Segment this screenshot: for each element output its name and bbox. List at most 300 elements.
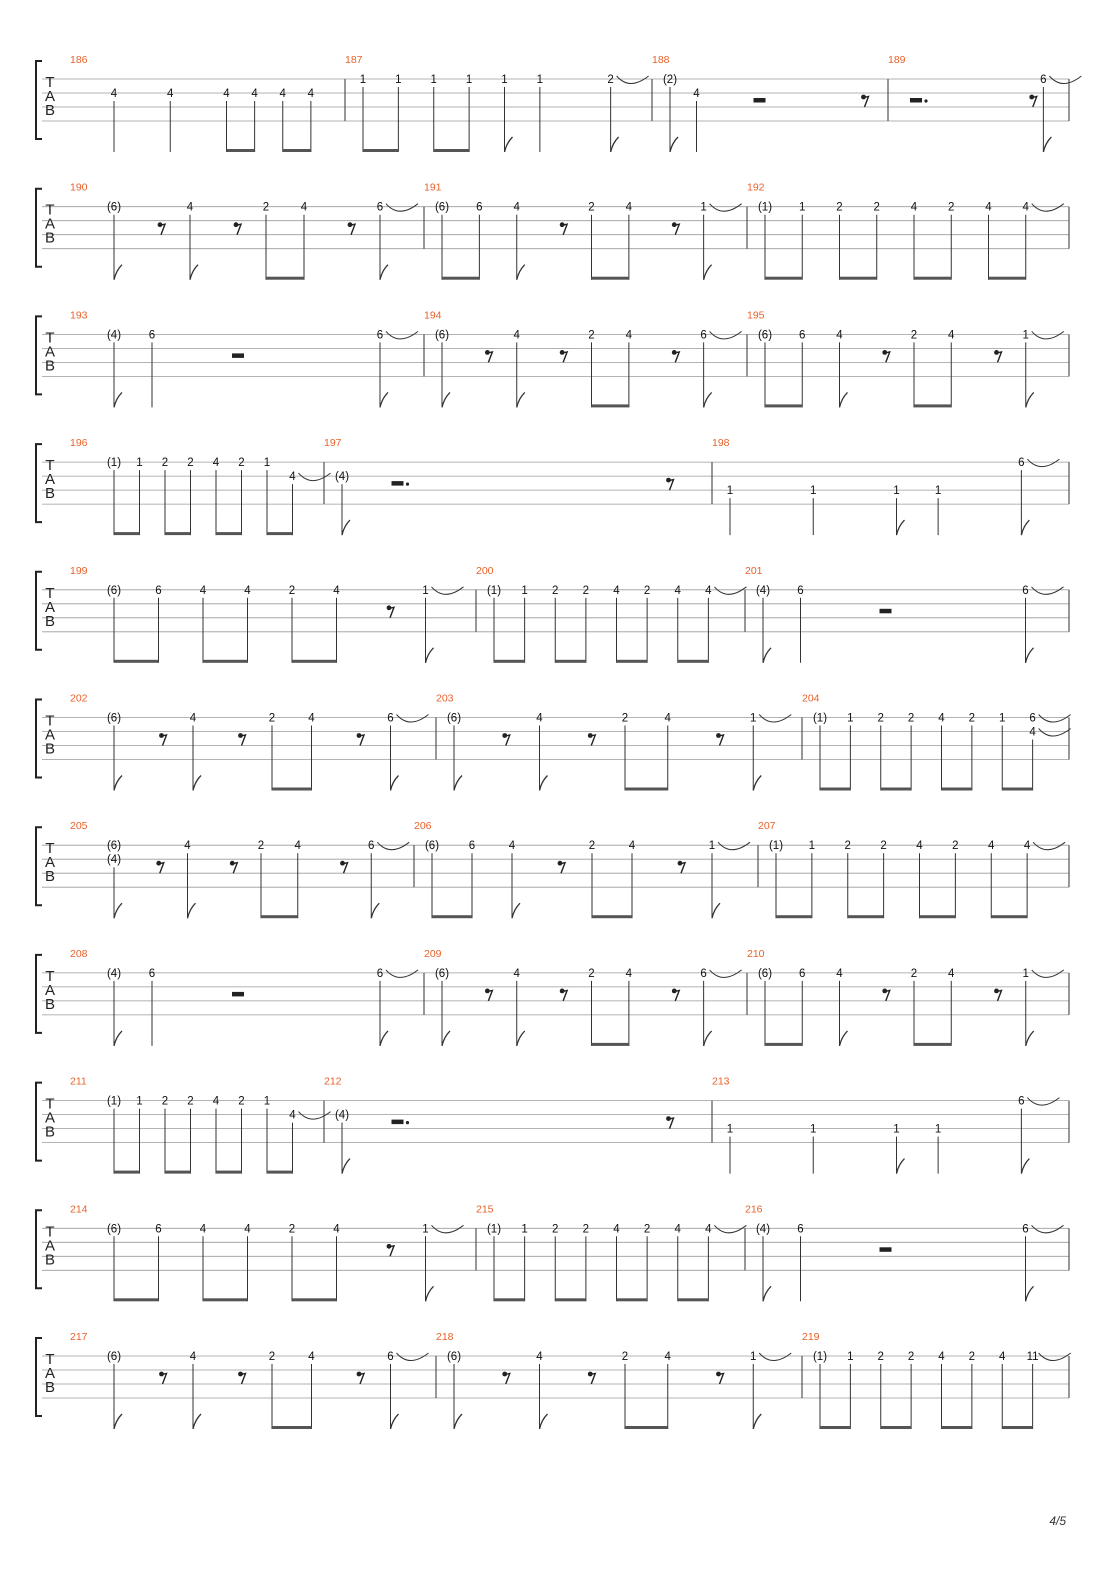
beam bbox=[776, 915, 812, 918]
fret-number: 2 bbox=[873, 201, 880, 214]
fret-number: 4 bbox=[705, 1223, 712, 1236]
tie-arc bbox=[1032, 587, 1064, 595]
system-bracket bbox=[36, 189, 42, 267]
eighth-flag bbox=[380, 392, 388, 407]
eighth-flag bbox=[704, 392, 712, 407]
tie-arc bbox=[1039, 1353, 1071, 1361]
fret-number: 2 bbox=[968, 712, 976, 725]
fret-number: 4 bbox=[223, 88, 230, 100]
staff-system-8 bbox=[36, 948, 1069, 1046]
measure-202 bbox=[70, 693, 436, 791]
fret-number: (1) bbox=[768, 840, 784, 853]
eighth-flag bbox=[1021, 1159, 1029, 1174]
fret-number: 2 bbox=[257, 840, 265, 853]
system-bracket bbox=[36, 827, 42, 905]
tie-arc bbox=[1032, 331, 1064, 339]
fret-number: 1 bbox=[708, 840, 716, 853]
tie-arc bbox=[714, 587, 746, 595]
fret-number: 4 bbox=[628, 840, 636, 853]
tab-clef-letter: T bbox=[45, 201, 55, 219]
measure-218 bbox=[436, 1331, 802, 1429]
eighth-flag bbox=[114, 265, 122, 280]
eighth-flag bbox=[442, 392, 450, 407]
fret-number: 6 bbox=[1018, 1095, 1025, 1108]
tie-arc bbox=[1032, 970, 1064, 978]
rest-half-bar bbox=[232, 992, 244, 997]
measure-204 bbox=[802, 693, 1071, 791]
measure-208 bbox=[70, 948, 424, 1046]
fret-number: 1 bbox=[465, 74, 473, 86]
system-bracket bbox=[36, 572, 42, 650]
rest-half-bar bbox=[880, 609, 892, 614]
fret-number: 4 bbox=[110, 88, 118, 100]
eighth-flag bbox=[391, 776, 399, 791]
rest-dotted-half-bar bbox=[392, 1120, 404, 1125]
rest-dotted-half-bar bbox=[392, 481, 404, 486]
staff-system-6 bbox=[36, 693, 1071, 791]
fret-number: 4 bbox=[279, 88, 286, 100]
fret-number: 6 bbox=[799, 329, 806, 342]
measure-217 bbox=[70, 1331, 436, 1429]
fret-number: 4 bbox=[625, 201, 633, 214]
fret-number: 6 bbox=[700, 967, 707, 980]
fret-number: 11 bbox=[1026, 1351, 1039, 1363]
tie-arc bbox=[432, 1225, 464, 1233]
measure-number: 195 bbox=[747, 309, 765, 322]
measure-203 bbox=[436, 693, 802, 791]
tie-arc bbox=[759, 715, 791, 723]
measure-number: 203 bbox=[436, 692, 454, 705]
measure-number: 218 bbox=[436, 1331, 454, 1343]
beam bbox=[840, 277, 877, 280]
system-bracket bbox=[36, 316, 42, 394]
beam bbox=[203, 1298, 248, 1301]
measure-213 bbox=[712, 1076, 1069, 1174]
beam bbox=[942, 788, 972, 791]
system-bracket bbox=[36, 444, 42, 522]
fret-number: (6) bbox=[757, 329, 773, 342]
rest-dotted-half-dot bbox=[406, 1121, 409, 1124]
page-number: 4/5 bbox=[1049, 1514, 1066, 1528]
fret-number: 6 bbox=[368, 840, 375, 853]
fret-number: 1 bbox=[810, 485, 817, 498]
tie-arc bbox=[377, 842, 409, 850]
beam bbox=[216, 1171, 242, 1174]
fret-number: 4 bbox=[536, 712, 543, 725]
beam bbox=[765, 277, 802, 280]
measure-205 bbox=[70, 820, 414, 918]
eighth-flag bbox=[114, 392, 122, 407]
beam bbox=[165, 1171, 191, 1174]
measure-number: 210 bbox=[747, 947, 765, 960]
tab-clef-letter: A bbox=[44, 343, 56, 361]
beam bbox=[592, 915, 632, 918]
eighth-flag bbox=[1026, 1031, 1034, 1046]
fret-number: 4 bbox=[910, 201, 918, 214]
beam bbox=[203, 660, 248, 663]
fret-number: (4) bbox=[755, 584, 771, 597]
eighth-flag bbox=[380, 1031, 388, 1046]
fret-number: 6 bbox=[376, 201, 384, 214]
eighth-flag bbox=[753, 776, 761, 791]
fret-number: 2 bbox=[187, 457, 194, 470]
measure-number: 214 bbox=[70, 1203, 88, 1216]
eighth-flag bbox=[897, 520, 905, 535]
beam bbox=[820, 1426, 850, 1429]
fret-number: 1 bbox=[934, 1123, 942, 1136]
fret-number: 4 bbox=[244, 1223, 251, 1236]
measure-number: 212 bbox=[324, 1075, 342, 1088]
fret-number: 1 bbox=[847, 712, 854, 725]
fret-number: 4 bbox=[199, 1223, 207, 1236]
eighth-flag bbox=[426, 648, 434, 663]
fret-number: 4 bbox=[938, 712, 945, 725]
beam bbox=[989, 277, 1026, 280]
fret-number: (1) bbox=[486, 1223, 502, 1236]
fret-number: 2 bbox=[907, 1351, 915, 1363]
measure-197 bbox=[324, 437, 712, 535]
fret-number: 4 bbox=[613, 1223, 620, 1236]
tie-arc bbox=[714, 1225, 746, 1233]
eighth-flag bbox=[1026, 1286, 1034, 1301]
tab-clef-letter: B bbox=[44, 740, 56, 758]
system-bracket bbox=[36, 1210, 42, 1288]
fret-number: 6 bbox=[1029, 712, 1036, 725]
measure-number: 202 bbox=[70, 692, 88, 705]
measure-number: 194 bbox=[424, 309, 442, 322]
measure-193 bbox=[70, 309, 424, 407]
beam bbox=[165, 532, 191, 535]
fret-number: 1 bbox=[799, 201, 806, 214]
eighth-flag bbox=[442, 1031, 450, 1046]
tie-arc bbox=[1039, 715, 1071, 723]
eighth-flag bbox=[114, 1031, 122, 1046]
eighth-flag bbox=[517, 1031, 525, 1046]
measure-207 bbox=[758, 820, 1069, 918]
fret-number: 4 bbox=[705, 584, 712, 597]
fret-number: (6) bbox=[434, 329, 450, 342]
measure-number: 193 bbox=[70, 309, 88, 322]
beam bbox=[114, 660, 159, 663]
eighth-flag bbox=[712, 903, 720, 918]
fret-number: 4 bbox=[985, 201, 992, 214]
tab-clef-letter: B bbox=[44, 485, 56, 503]
fret-number: 2 bbox=[268, 1351, 276, 1363]
fret-number: 4 bbox=[948, 329, 955, 342]
fret-number: 1 bbox=[810, 1123, 817, 1136]
fret-number: (6) bbox=[106, 201, 122, 214]
fret-number: 2 bbox=[161, 1095, 169, 1108]
measure-214 bbox=[70, 1203, 476, 1301]
measure-186 bbox=[70, 54, 345, 152]
fret-number: 2 bbox=[621, 1351, 629, 1363]
measure-190 bbox=[70, 182, 424, 280]
fret-number: 4 bbox=[948, 967, 955, 980]
fret-number: 2 bbox=[552, 584, 559, 597]
fret-number: 1 bbox=[1022, 967, 1029, 980]
beam bbox=[678, 1298, 709, 1301]
eighth-flag bbox=[1026, 648, 1034, 663]
tab-clef-letter: A bbox=[44, 854, 56, 872]
fret-number: 4 bbox=[938, 1351, 945, 1363]
fret-number: (1) bbox=[106, 457, 122, 470]
tab-clef-letter: T bbox=[45, 1095, 55, 1113]
measure-189 bbox=[888, 54, 1081, 152]
beam bbox=[283, 149, 311, 152]
measure-number: 191 bbox=[424, 181, 442, 194]
measure-199 bbox=[70, 565, 476, 663]
measure-212 bbox=[324, 1076, 712, 1174]
measure-number: 199 bbox=[70, 564, 88, 577]
tie-arc bbox=[710, 204, 742, 212]
staff-system-5 bbox=[36, 565, 1069, 663]
fret-number: 4 bbox=[988, 840, 995, 853]
eighth-flag bbox=[190, 265, 198, 280]
tab-clef-letter: B bbox=[44, 102, 56, 119]
beam bbox=[555, 660, 586, 663]
tab-clef-letter: B bbox=[44, 995, 56, 1013]
measure-200 bbox=[476, 565, 746, 663]
eighth-flag bbox=[342, 1159, 350, 1174]
fret-number: 4 bbox=[300, 201, 308, 214]
fret-number: (1) bbox=[812, 1351, 828, 1363]
beam bbox=[914, 277, 951, 280]
fret-number: 6 bbox=[1022, 584, 1029, 597]
fret-number: (6) bbox=[106, 712, 122, 725]
beam bbox=[617, 660, 648, 663]
eighth-flag bbox=[380, 265, 388, 280]
tie-arc bbox=[1039, 729, 1071, 737]
eighth-flag bbox=[670, 137, 678, 152]
beam bbox=[272, 788, 312, 791]
fret-number: 1 bbox=[395, 74, 402, 86]
beam bbox=[914, 404, 951, 407]
beam bbox=[432, 915, 472, 918]
beam bbox=[920, 915, 956, 918]
fret-number: 4 bbox=[289, 1109, 296, 1122]
beam bbox=[625, 1426, 668, 1429]
tab-clef-letter: B bbox=[44, 1379, 56, 1396]
system-bracket bbox=[36, 955, 42, 1033]
tie-arc bbox=[386, 204, 418, 212]
fret-number: 1 bbox=[263, 457, 271, 470]
rest-dotted-half-dot bbox=[406, 483, 409, 486]
measure-216 bbox=[745, 1203, 1069, 1301]
eighth-flag bbox=[540, 1414, 548, 1429]
tab-clef-letter: T bbox=[45, 712, 55, 730]
fret-number: 4 bbox=[693, 88, 700, 100]
fret-number: 6 bbox=[797, 1223, 804, 1236]
beam bbox=[114, 1171, 140, 1174]
fret-number: 1 bbox=[521, 1223, 528, 1236]
tab-clef-letter: T bbox=[45, 967, 55, 985]
measure-number: 198 bbox=[712, 437, 730, 450]
fret-number: 4 bbox=[167, 88, 174, 100]
tie-arc bbox=[1027, 1098, 1059, 1106]
fret-number: 1 bbox=[430, 74, 437, 86]
eighth-flag bbox=[517, 265, 525, 280]
fret-number: (4) bbox=[755, 1223, 771, 1236]
fret-number: 2 bbox=[262, 201, 270, 214]
fret-number: 2 bbox=[910, 329, 918, 342]
measure-210 bbox=[747, 948, 1069, 1046]
tab-clef-letter: A bbox=[44, 726, 56, 744]
fret-number: 4 bbox=[184, 840, 191, 853]
fret-number: 4 bbox=[189, 1351, 197, 1363]
fret-number: 1 bbox=[501, 74, 508, 86]
fret-number: 4 bbox=[613, 584, 620, 597]
measure-number: 196 bbox=[70, 437, 88, 450]
beam bbox=[1002, 788, 1032, 791]
fret-number: 4 bbox=[674, 1223, 681, 1236]
beam bbox=[1002, 1426, 1032, 1429]
beam bbox=[442, 277, 479, 280]
beam bbox=[592, 277, 629, 280]
measure-187 bbox=[345, 54, 652, 152]
beam bbox=[914, 1043, 951, 1046]
eighth-flag bbox=[114, 903, 122, 918]
fret-number: 1 bbox=[422, 584, 429, 597]
measure-201 bbox=[745, 565, 1069, 663]
eighth-flag bbox=[704, 1031, 712, 1046]
tab-clef-letter: T bbox=[45, 74, 55, 91]
system-bracket bbox=[36, 61, 42, 139]
measure-number: 205 bbox=[70, 820, 88, 833]
beam bbox=[765, 1043, 802, 1046]
fret-number: 4 bbox=[508, 840, 516, 853]
fret-number: 2 bbox=[288, 1223, 296, 1236]
fret-number: 2 bbox=[907, 712, 915, 725]
eighth-flag bbox=[454, 776, 462, 791]
fret-number: 2 bbox=[643, 584, 651, 597]
fret-number: 1 bbox=[999, 712, 1006, 725]
staff-system-4 bbox=[36, 437, 1069, 535]
tie-arc bbox=[710, 331, 742, 339]
fret-number: 6 bbox=[468, 840, 476, 853]
fret-number: 6 bbox=[155, 584, 162, 597]
rest-half-bar bbox=[754, 98, 766, 103]
fret-number: 4 bbox=[189, 712, 197, 725]
fret-number: 2 bbox=[161, 457, 169, 470]
fret-number: 1 bbox=[422, 1223, 429, 1236]
fret-number: 4 bbox=[836, 967, 843, 980]
fret-number: 4 bbox=[244, 584, 251, 597]
tab-clef-letter: A bbox=[44, 88, 56, 105]
beam bbox=[848, 915, 884, 918]
fret-number: (2) bbox=[662, 74, 678, 86]
fret-number: 2 bbox=[948, 201, 955, 214]
eighth-flag bbox=[1021, 520, 1029, 535]
tab-clef-letter: T bbox=[45, 1223, 55, 1241]
fret-number: 6 bbox=[155, 1223, 162, 1236]
tab-clef-letter: T bbox=[45, 329, 55, 347]
fret-number: 1 bbox=[893, 485, 900, 498]
staff-system-11 bbox=[36, 1331, 1071, 1429]
beam bbox=[555, 1298, 586, 1301]
tab-clef-letter: B bbox=[44, 1251, 56, 1269]
fret-number: 2 bbox=[621, 712, 629, 725]
beam bbox=[292, 660, 337, 663]
tab-clef-letter: T bbox=[45, 457, 55, 475]
beam bbox=[881, 788, 911, 791]
fret-number: 1 bbox=[136, 457, 143, 470]
tie-arc bbox=[710, 970, 742, 978]
fret-number: 1 bbox=[536, 74, 544, 86]
fret-number: 4 bbox=[333, 1223, 340, 1236]
eighth-flag bbox=[840, 1031, 848, 1046]
beam bbox=[272, 1426, 312, 1429]
tie-arc bbox=[759, 1353, 791, 1361]
tie-arc bbox=[432, 587, 464, 595]
fret-number: 6 bbox=[387, 1351, 394, 1363]
fret-number: (6) bbox=[106, 1351, 122, 1363]
measure-192 bbox=[747, 182, 1069, 280]
beam bbox=[216, 532, 242, 535]
fret-number: (6) bbox=[106, 840, 122, 853]
measure-number: 213 bbox=[712, 1075, 730, 1088]
beam bbox=[292, 1298, 337, 1301]
measure-number: 197 bbox=[324, 437, 342, 450]
tab-clef-letter: T bbox=[45, 840, 55, 858]
fret-number: 6 bbox=[1018, 457, 1025, 470]
fret-number: 2 bbox=[588, 840, 596, 853]
beam bbox=[267, 1171, 293, 1174]
fret-number: 2 bbox=[552, 1223, 559, 1236]
tab-clef-letter: A bbox=[44, 981, 56, 999]
fret-number: 4 bbox=[513, 967, 520, 980]
fret-number: 2 bbox=[877, 1351, 884, 1363]
measure-number: 204 bbox=[802, 692, 820, 705]
staff-system-1 bbox=[36, 54, 1081, 152]
beam bbox=[267, 532, 293, 535]
fret-number: 6 bbox=[376, 967, 384, 980]
eighth-flag bbox=[512, 903, 520, 918]
fret-number: 2 bbox=[952, 840, 959, 853]
staff-system-2 bbox=[36, 182, 1069, 280]
eighth-flag bbox=[426, 1286, 434, 1301]
fret-number: 4 bbox=[536, 1351, 543, 1363]
beam bbox=[114, 1298, 159, 1301]
fret-number: 6 bbox=[797, 584, 804, 597]
fret-number: 2 bbox=[582, 584, 590, 597]
fret-number: 6 bbox=[148, 329, 156, 342]
rest-dotted-half-bar bbox=[910, 98, 922, 103]
fret-number: 6 bbox=[387, 712, 394, 725]
fret-number: 4 bbox=[625, 967, 633, 980]
fret-number: 2 bbox=[187, 1095, 194, 1108]
tie-arc bbox=[1032, 204, 1064, 212]
tie-arc bbox=[1033, 842, 1065, 850]
fret-number: 6 bbox=[1040, 74, 1047, 86]
fret-number: (1) bbox=[757, 201, 773, 214]
fret-number: 6 bbox=[376, 329, 384, 342]
beam bbox=[942, 1426, 972, 1429]
eighth-flag bbox=[763, 1286, 771, 1301]
fret-number: 4 bbox=[674, 584, 681, 597]
fret-number: 1 bbox=[1022, 329, 1029, 342]
fret-number: 2 bbox=[238, 1095, 245, 1108]
fret-number: (6) bbox=[434, 967, 450, 980]
measure-number: 188 bbox=[652, 54, 670, 66]
tab-clef-letter: B bbox=[44, 868, 56, 886]
tab-clef-letter: B bbox=[44, 1123, 56, 1141]
eighth-flag bbox=[611, 137, 619, 152]
measure-195 bbox=[747, 309, 1069, 407]
beam bbox=[494, 1298, 525, 1301]
fret-number: 6 bbox=[148, 967, 156, 980]
fret-number: 1 bbox=[726, 485, 734, 498]
measure-number: 207 bbox=[758, 820, 776, 833]
